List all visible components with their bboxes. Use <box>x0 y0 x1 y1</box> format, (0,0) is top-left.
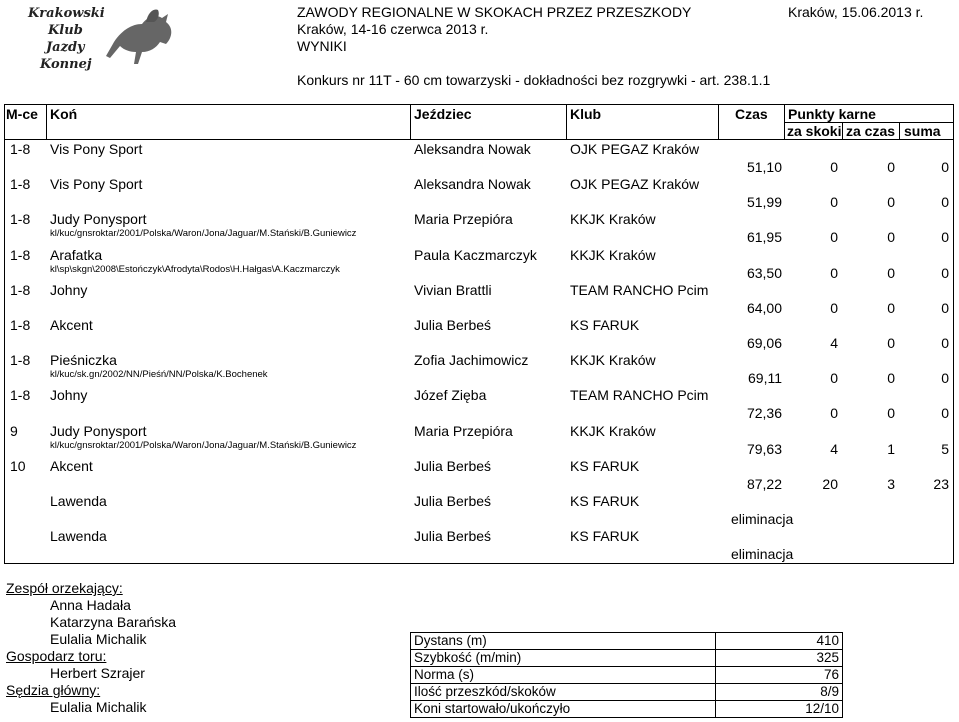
row-place: 10 <box>10 458 26 474</box>
stat-row <box>411 633 843 650</box>
row-horse: Judy Ponysport <box>50 423 147 439</box>
row-jump-penalty: 0 <box>830 229 838 245</box>
stat-value: 410 <box>716 633 843 650</box>
col-club: Klub <box>570 106 602 122</box>
row-horse: Johny <box>50 282 88 298</box>
row-time-penalty: 0 <box>887 300 895 316</box>
row-time-penalty: 0 <box>887 405 895 421</box>
jury-member: Eulalia Michalik <box>50 631 147 647</box>
row-club: KS FARUK <box>570 317 640 333</box>
course-stats <box>410 632 843 718</box>
row-time-penalty: 1 <box>887 441 895 457</box>
row-horse: Judy Ponysport <box>50 211 147 227</box>
row-time-penalty: 0 <box>887 194 895 210</box>
stat-label: Dystans (m) <box>411 633 716 650</box>
svg-text:Jazdy: Jazdy <box>46 40 85 55</box>
row-horse: Pieśniczka <box>50 352 117 368</box>
svg-text:Konnej: Konnej <box>40 57 92 72</box>
jury-panel-label: Zespół orzekający: <box>6 580 123 596</box>
row-pedigree: kl/kuc/sk.gn/2002/NN/Pieśń/NN/Polska/K.Bochenek <box>50 369 268 380</box>
row-place: 1-8 <box>10 317 31 333</box>
event-place-date: Kraków, 14-16 czerwca 2013 r. <box>297 21 489 37</box>
row-jump-penalty: 4 <box>830 335 838 351</box>
row-club: KS FARUK <box>570 528 640 544</box>
stat-value: 325 <box>716 650 843 667</box>
row-time: 79,63 <box>746 441 782 457</box>
stat-value: 76 <box>716 667 843 684</box>
jury-member: Katarzyna Barańska <box>50 614 177 630</box>
row-place: 9 <box>10 423 18 439</box>
stat-label: Ilość przeszkód/skoków <box>411 684 716 701</box>
row-place: 1-8 <box>10 387 31 403</box>
svg-text:Klub: Klub <box>48 23 83 38</box>
stat-row <box>411 701 843 718</box>
row-place: 1-8 <box>10 352 31 368</box>
row-time-penalty: 0 <box>887 265 895 281</box>
row-time-penalty: 0 <box>887 159 895 175</box>
results-label: WYNIKI <box>297 38 347 54</box>
col-jumps: za skoki <box>787 123 842 139</box>
row-time: 72,36 <box>746 405 782 421</box>
row-penalty-sum: 0 <box>941 335 949 351</box>
row-jump-penalty: 0 <box>830 159 838 175</box>
competition-title: Konkurs nr 11T - 60 cm towarzyski - dokładności bez rozgrywki - art. 238.1.1 <box>297 72 771 88</box>
row-rider: Józef Zięba <box>414 387 487 403</box>
course-designer: Herbert Szrajer <box>50 665 145 681</box>
row-time: 69,06 <box>746 335 782 351</box>
event-title: ZAWODY REGIONALNE W SKOKACH PRZEZ PRZESZKODY <box>297 4 692 20</box>
row-time: 61,95 <box>746 229 782 245</box>
row-club: KS FARUK <box>570 458 640 474</box>
row-club: KKJK Kraków <box>570 211 656 227</box>
row-rider: Zofia Jachimowicz <box>414 352 529 368</box>
row-jump-penalty: 0 <box>830 370 838 386</box>
row-penalty-sum: 0 <box>941 405 949 421</box>
row-penalty-sum: 0 <box>941 265 949 281</box>
row-rider: Aleksandra Nowak <box>414 141 531 157</box>
row-time-penalty: 0 <box>887 229 895 245</box>
stat-row <box>411 684 843 701</box>
row-time-penalty: 3 <box>887 476 895 492</box>
row-horse: Lawenda <box>50 528 107 544</box>
row-jump-penalty: 0 <box>830 300 838 316</box>
row-time: 69,11 <box>748 370 782 386</box>
row-time: 51,99 <box>746 194 782 210</box>
row-time: 64,00 <box>746 300 782 316</box>
row-horse: Vis Pony Sport <box>50 176 143 192</box>
row-pedigree: kl\sp\skgn\2008\Estończyk\Afrodyta\Rodos\H.Hałgas\A.Kaczmarczyk <box>50 264 340 275</box>
row-club: KKJK Kraków <box>570 352 656 368</box>
stat-row <box>411 650 843 667</box>
row-time: 51,10 <box>746 159 782 175</box>
row-rider: Maria Przepióra <box>414 423 513 439</box>
col-horse: Koń <box>50 106 78 122</box>
stat-label: Norma (s) <box>411 667 716 684</box>
row-penalty-sum: 0 <box>941 194 949 210</box>
row-rider: Julia Berbeś <box>414 528 492 544</box>
issue-date: Kraków, 15.06.2013 r. <box>788 4 924 20</box>
chief-judge: Eulalia Michalik <box>50 699 147 715</box>
row-penalty-sum: 0 <box>941 370 949 386</box>
row-place: 1-8 <box>10 282 31 298</box>
row-penalty-sum: 23 <box>933 476 949 492</box>
stat-value: 8/9 <box>716 684 843 701</box>
row-place: 1-8 <box>10 247 31 263</box>
stat-label: Koni startowało/ukończyło <box>411 701 716 718</box>
row-time-penalty: 0 <box>887 335 895 351</box>
row-club: OJK PEGAZ Kraków <box>570 141 700 157</box>
stat-row <box>411 667 843 684</box>
row-club: OJK PEGAZ Kraków <box>570 176 700 192</box>
row-club: KS FARUK <box>570 493 640 509</box>
stat-label: Szybkość (m/min) <box>411 650 716 667</box>
chief-judge-label: Sędzia główny: <box>6 682 101 698</box>
row-rider: Julia Berbeś <box>414 458 492 474</box>
col-penalties: Punkty karne <box>788 106 876 122</box>
row-horse: Arafatka <box>50 247 103 263</box>
row-rider: Maria Przepióra <box>414 211 513 227</box>
course-designer-label: Gospodarz toru: <box>6 648 107 664</box>
row-place: 1-8 <box>10 141 31 157</box>
row-club: TEAM RANCHO Pcim <box>570 387 709 403</box>
row-time: 87,22 <box>746 476 782 492</box>
col-time: Czas <box>735 106 768 122</box>
row-club: KKJK Kraków <box>570 247 656 263</box>
col-time-penalty: za czas <box>846 123 896 139</box>
row-club: TEAM RANCHO Pcim <box>570 282 709 298</box>
row-jump-penalty: 0 <box>830 194 838 210</box>
row-jump-penalty: 20 <box>822 476 838 492</box>
row-rider: Julia Berbeś <box>414 493 492 509</box>
row-time: eliminacja <box>731 511 794 527</box>
row-rider: Vivian Brattli <box>414 282 492 298</box>
col-rider: Jeździec <box>414 106 472 122</box>
row-pedigree: kl/kuc/gnsroktar/2001/Polska/Waron/Jona/Jaguar/M.Stański/B.Guniewicz <box>50 228 357 239</box>
row-club: KKJK Kraków <box>570 423 656 439</box>
row-horse: Akcent <box>50 317 93 333</box>
row-horse: Johny <box>50 387 88 403</box>
row-place: 1-8 <box>10 211 31 227</box>
row-jump-penalty: 0 <box>830 405 838 421</box>
jury-member: Anna Hadała <box>50 597 131 613</box>
stat-value: 12/10 <box>716 701 843 718</box>
row-penalty-sum: 5 <box>941 441 949 457</box>
row-rider: Paula Kaczmarczyk <box>414 247 537 263</box>
row-time: eliminacja <box>731 546 794 562</box>
club-logo <box>10 2 192 72</box>
row-penalty-sum: 0 <box>941 229 949 245</box>
row-horse: Lawenda <box>50 493 107 509</box>
row-penalty-sum: 0 <box>941 300 949 316</box>
row-time: 63,50 <box>746 265 782 281</box>
row-horse: Akcent <box>50 458 93 474</box>
row-pedigree: kl/kuc/gnsroktar/2001/Polska/Waron/Jona/Jaguar/M.Stański/B.Guniewicz <box>50 440 357 451</box>
row-penalty-sum: 0 <box>941 159 949 175</box>
svg-text:Krakowski: Krakowski <box>28 6 105 21</box>
row-rider: Julia Berbeś <box>414 317 492 333</box>
col-sum: suma <box>904 123 941 139</box>
row-horse: Vis Pony Sport <box>50 141 143 157</box>
col-place: M-ce <box>6 106 38 122</box>
row-jump-penalty: 4 <box>830 441 838 457</box>
row-place: 1-8 <box>10 176 31 192</box>
row-rider: Aleksandra Nowak <box>414 176 531 192</box>
row-jump-penalty: 0 <box>830 265 838 281</box>
row-time-penalty: 0 <box>887 370 895 386</box>
